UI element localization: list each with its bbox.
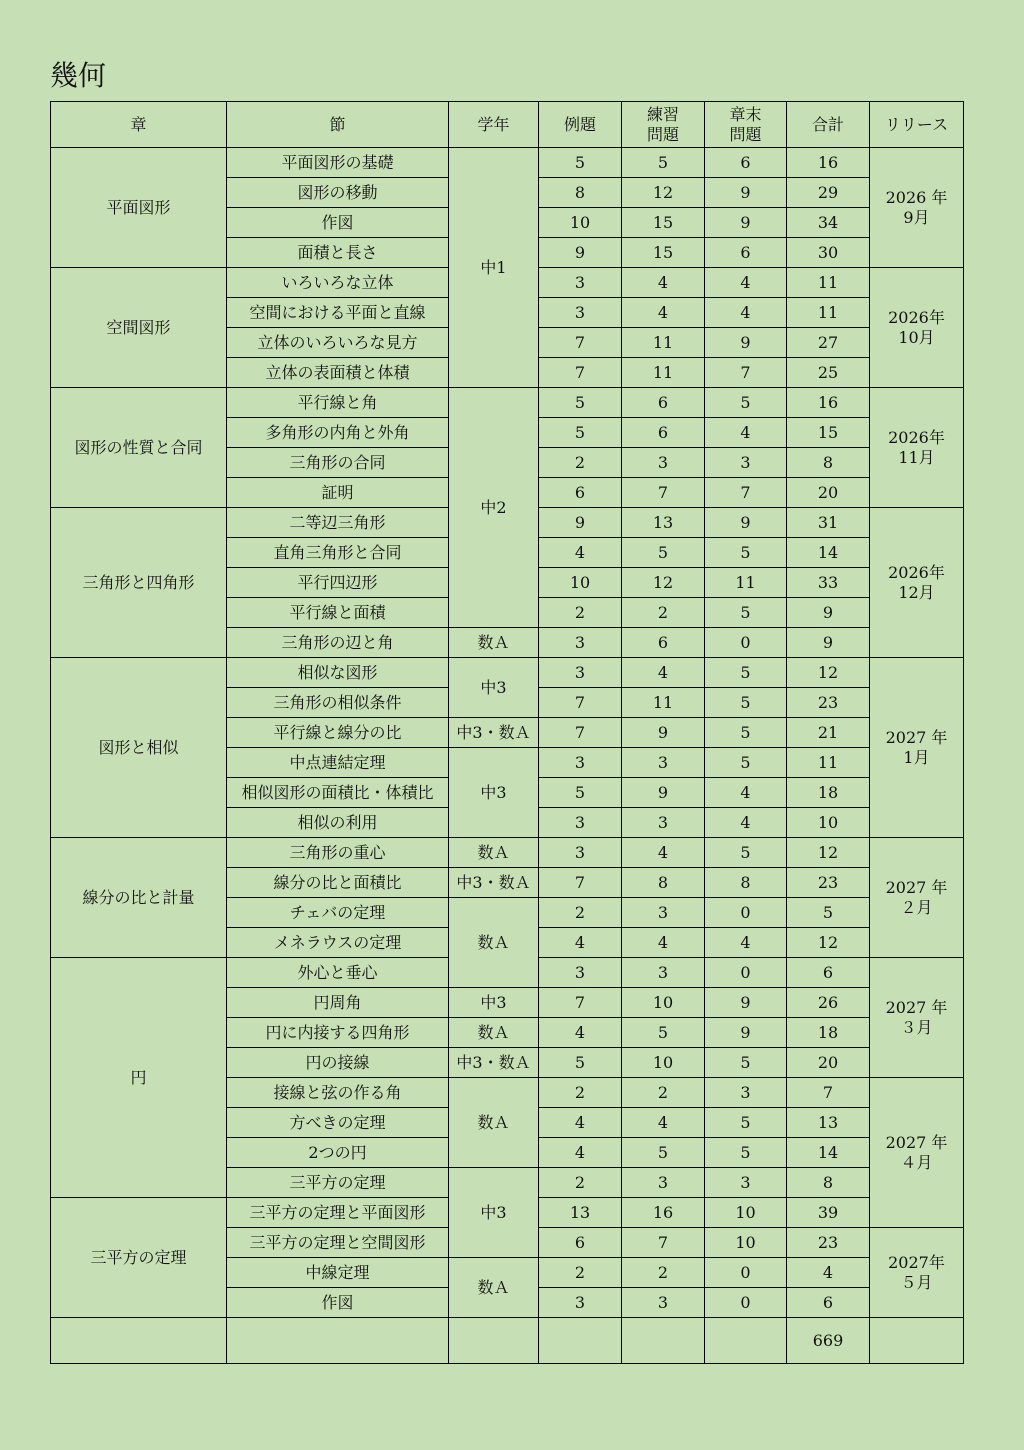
header-release: リリース — [870, 102, 964, 148]
practice-cell: 10 — [622, 1048, 705, 1078]
total-cell: 11 — [787, 298, 870, 328]
section-cell: 三平方の定理と平面図形 — [227, 1198, 449, 1228]
total-cell: 12 — [787, 928, 870, 958]
examples-cell: 2 — [539, 598, 622, 628]
section-cell: 二等辺三角形 — [227, 508, 449, 538]
end-problems-cell: 5 — [705, 1138, 787, 1168]
grade-cell: 中2 — [449, 388, 539, 628]
examples-cell: 6 — [539, 478, 622, 508]
section-cell: 作図 — [227, 1288, 449, 1318]
table-row — [51, 838, 964, 868]
grade-cell: 数Ａ — [449, 1018, 539, 1048]
release-cell: 2026年 10月 — [870, 268, 964, 388]
practice-cell: 15 — [622, 208, 705, 238]
end-problems-cell: 0 — [705, 628, 787, 658]
end-problems-cell: 5 — [705, 388, 787, 418]
examples-cell: 10 — [539, 208, 622, 238]
examples-cell: 3 — [539, 808, 622, 838]
end-problems-cell: 4 — [705, 268, 787, 298]
section-cell: 立体のいろいろな見方 — [227, 328, 449, 358]
total-cell: 33 — [787, 568, 870, 598]
section-cell: 外心と垂心 — [227, 958, 449, 988]
practice-cell: 5 — [622, 1018, 705, 1048]
header-examples: 例題 — [539, 102, 622, 148]
end-problems-cell: 4 — [705, 298, 787, 328]
header-row — [51, 102, 964, 148]
chapter-cell: 線分の比と計量 — [51, 838, 227, 958]
total-cell: 8 — [787, 448, 870, 478]
practice-cell: 3 — [622, 958, 705, 988]
total-cell: 16 — [787, 148, 870, 178]
section-cell: 接線と弦の作る角 — [227, 1078, 449, 1108]
grade-cell: 中3・数Ａ — [449, 1048, 539, 1078]
practice-cell: 3 — [622, 1288, 705, 1318]
section-cell: 三角形の合同 — [227, 448, 449, 478]
practice-cell: 9 — [622, 718, 705, 748]
grade-cell: 数Ａ — [449, 838, 539, 868]
end-problems-cell: 0 — [705, 1288, 787, 1318]
end-problems-cell: 0 — [705, 898, 787, 928]
end-problems-cell: 9 — [705, 178, 787, 208]
total-row-blank — [51, 1318, 227, 1364]
total-row-blank — [622, 1318, 705, 1364]
examples-cell: 13 — [539, 1198, 622, 1228]
section-cell: 相似図形の面積比・体積比 — [227, 778, 449, 808]
practice-cell: 11 — [622, 358, 705, 388]
practice-cell: 13 — [622, 508, 705, 538]
total-cell: 12 — [787, 838, 870, 868]
examples-cell: 5 — [539, 388, 622, 418]
end-problems-cell: 5 — [705, 1108, 787, 1138]
practice-cell: 4 — [622, 658, 705, 688]
practice-cell: 2 — [622, 598, 705, 628]
total-cell: 11 — [787, 268, 870, 298]
total-cell: 14 — [787, 1138, 870, 1168]
practice-cell: 4 — [622, 928, 705, 958]
grade-cell: 中3 — [449, 658, 539, 718]
end-problems-cell: 5 — [705, 598, 787, 628]
section-cell: 多角形の内角と外角 — [227, 418, 449, 448]
practice-cell: 11 — [622, 328, 705, 358]
release-cell: 2026年 11月 — [870, 388, 964, 508]
end-problems-cell: 7 — [705, 358, 787, 388]
examples-cell: 7 — [539, 688, 622, 718]
chapter-cell: 円 — [51, 958, 227, 1198]
total-cell: 16 — [787, 388, 870, 418]
examples-cell: 3 — [539, 838, 622, 868]
end-problems-cell: 3 — [705, 448, 787, 478]
practice-cell: 12 — [622, 178, 705, 208]
total-cell: 23 — [787, 688, 870, 718]
total-cell: 14 — [787, 538, 870, 568]
total-cell: 29 — [787, 178, 870, 208]
section-cell: 三平方の定理 — [227, 1168, 449, 1198]
section-cell: 平行線と線分の比 — [227, 718, 449, 748]
total-cell: 39 — [787, 1198, 870, 1228]
examples-cell: 3 — [539, 1288, 622, 1318]
section-cell: 円に内接する四角形 — [227, 1018, 449, 1048]
total-row-blank — [449, 1318, 539, 1364]
total-cell: 7 — [787, 1078, 870, 1108]
section-cell: 中点連結定理 — [227, 748, 449, 778]
end-problems-cell: 10 — [705, 1228, 787, 1258]
end-problems-cell: 5 — [705, 538, 787, 568]
total-cell: 11 — [787, 748, 870, 778]
examples-cell: 4 — [539, 1138, 622, 1168]
examples-cell: 2 — [539, 898, 622, 928]
total-row-blank — [870, 1318, 964, 1364]
examples-cell: 9 — [539, 238, 622, 268]
grade-cell: 中3 — [449, 988, 539, 1018]
practice-cell: 7 — [622, 1228, 705, 1258]
section-cell: 空間における平面と直線 — [227, 298, 449, 328]
examples-cell: 4 — [539, 928, 622, 958]
end-problems-cell: 5 — [705, 838, 787, 868]
total-cell: 10 — [787, 808, 870, 838]
examples-cell: 5 — [539, 1048, 622, 1078]
practice-cell: 4 — [622, 838, 705, 868]
total-cell: 9 — [787, 598, 870, 628]
practice-cell: 5 — [622, 538, 705, 568]
section-cell: 三角形の重心 — [227, 838, 449, 868]
section-cell: 作図 — [227, 208, 449, 238]
end-problems-cell: 5 — [705, 658, 787, 688]
end-problems-cell: 5 — [705, 688, 787, 718]
section-cell: 面積と長さ — [227, 238, 449, 268]
total-cell: 18 — [787, 778, 870, 808]
practice-cell: 6 — [622, 628, 705, 658]
practice-cell: 3 — [622, 898, 705, 928]
section-cell: 方べきの定理 — [227, 1108, 449, 1138]
end-problems-cell: 8 — [705, 868, 787, 898]
practice-cell: 3 — [622, 748, 705, 778]
table-row — [51, 388, 964, 418]
total-cell: 20 — [787, 1048, 870, 1078]
total-cell: 34 — [787, 208, 870, 238]
practice-cell: 4 — [622, 268, 705, 298]
grade-cell: 中3 — [449, 1168, 539, 1258]
end-problems-cell: 0 — [705, 958, 787, 988]
release-cell: 2026 年 9月 — [870, 148, 964, 268]
section-cell: 立体の表面積と体積 — [227, 358, 449, 388]
total-cell: 27 — [787, 328, 870, 358]
total-cell: 6 — [787, 1288, 870, 1318]
practice-cell: 15 — [622, 238, 705, 268]
examples-cell: 3 — [539, 658, 622, 688]
end-problems-cell: 4 — [705, 808, 787, 838]
practice-cell: 16 — [622, 1198, 705, 1228]
section-cell: 三平方の定理と空間図形 — [227, 1228, 449, 1258]
end-problems-cell: 3 — [705, 1078, 787, 1108]
total-cell: 20 — [787, 478, 870, 508]
practice-cell: 5 — [622, 1138, 705, 1168]
grade-cell: 数Ａ — [449, 1258, 539, 1318]
chapter-cell: 三平方の定理 — [51, 1198, 227, 1318]
practice-cell: 9 — [622, 778, 705, 808]
examples-cell: 4 — [539, 538, 622, 568]
header-total: 合計 — [787, 102, 870, 148]
practice-cell: 2 — [622, 1258, 705, 1288]
release-cell: 2027 年 1月 — [870, 658, 964, 838]
total-cell: 21 — [787, 718, 870, 748]
header-section: 節 — [227, 102, 449, 148]
release-cell: 2026年 12月 — [870, 508, 964, 658]
total-cell: 8 — [787, 1168, 870, 1198]
total-row-blank — [227, 1318, 449, 1364]
chapter-cell: 図形と相似 — [51, 658, 227, 838]
total-cell: 31 — [787, 508, 870, 538]
grade-cell: 数Ａ — [449, 898, 539, 988]
end-problems-cell: 3 — [705, 1168, 787, 1198]
practice-cell: 3 — [622, 448, 705, 478]
header-chapter: 章 — [51, 102, 227, 148]
total-cell: 5 — [787, 898, 870, 928]
grade-cell: 中1 — [449, 148, 539, 388]
practice-cell: 3 — [622, 1168, 705, 1198]
examples-cell: 5 — [539, 418, 622, 448]
examples-cell: 9 — [539, 508, 622, 538]
total-cell: 18 — [787, 1018, 870, 1048]
practice-cell: 5 — [622, 148, 705, 178]
header-practice: 練習 問題 — [622, 102, 705, 148]
total-cell: 15 — [787, 418, 870, 448]
section-cell: 相似の利用 — [227, 808, 449, 838]
practice-cell: 4 — [622, 298, 705, 328]
section-cell: 2つの円 — [227, 1138, 449, 1168]
end-problems-cell: 9 — [705, 988, 787, 1018]
practice-cell: 6 — [622, 388, 705, 418]
section-cell: いろいろな立体 — [227, 268, 449, 298]
practice-cell: 2 — [622, 1078, 705, 1108]
examples-cell: 2 — [539, 1078, 622, 1108]
examples-cell: 2 — [539, 1168, 622, 1198]
examples-cell: 7 — [539, 328, 622, 358]
table-row — [51, 148, 964, 178]
examples-cell: 2 — [539, 1258, 622, 1288]
section-cell: 平行線と角 — [227, 388, 449, 418]
end-problems-cell: 5 — [705, 718, 787, 748]
chapter-cell: 三角形と四角形 — [51, 508, 227, 658]
grade-cell: 数Ａ — [449, 1078, 539, 1168]
end-problems-cell: 7 — [705, 478, 787, 508]
grade-cell: 中3 — [449, 748, 539, 838]
examples-cell: 3 — [539, 268, 622, 298]
section-cell: 線分の比と面積比 — [227, 868, 449, 898]
chapter-cell: 平面図形 — [51, 148, 227, 268]
grand-total: 669 — [787, 1318, 870, 1364]
examples-cell: 4 — [539, 1018, 622, 1048]
examples-cell: 7 — [539, 988, 622, 1018]
end-problems-cell: 9 — [705, 1018, 787, 1048]
examples-cell: 7 — [539, 718, 622, 748]
section-cell: 直角三角形と合同 — [227, 538, 449, 568]
practice-cell: 7 — [622, 478, 705, 508]
geometry-table — [50, 101, 964, 1364]
examples-cell: 4 — [539, 1108, 622, 1138]
examples-cell: 3 — [539, 958, 622, 988]
section-cell: 証明 — [227, 478, 449, 508]
examples-cell: 5 — [539, 778, 622, 808]
examples-cell: 7 — [539, 358, 622, 388]
practice-cell: 12 — [622, 568, 705, 598]
end-problems-cell: 5 — [705, 1048, 787, 1078]
section-cell: 円周角 — [227, 988, 449, 1018]
examples-cell: 7 — [539, 868, 622, 898]
end-problems-cell: 9 — [705, 208, 787, 238]
end-problems-cell: 4 — [705, 778, 787, 808]
end-problems-cell: 10 — [705, 1198, 787, 1228]
section-cell: 三角形の辺と角 — [227, 628, 449, 658]
examples-cell: 3 — [539, 748, 622, 778]
chapter-cell: 空間図形 — [51, 268, 227, 388]
examples-cell: 2 — [539, 448, 622, 478]
total-row — [51, 1318, 964, 1364]
total-cell: 4 — [787, 1258, 870, 1288]
end-problems-cell: 9 — [705, 508, 787, 538]
release-cell: 2027 年 ４月 — [870, 1078, 964, 1228]
total-cell: 25 — [787, 358, 870, 388]
practice-cell: 4 — [622, 1108, 705, 1138]
section-cell: チェバの定理 — [227, 898, 449, 928]
section-cell: 相似な図形 — [227, 658, 449, 688]
section-cell: 平行線と面積 — [227, 598, 449, 628]
release-cell: 2027 年 ３月 — [870, 958, 964, 1078]
total-cell: 6 — [787, 958, 870, 988]
total-cell: 12 — [787, 658, 870, 688]
end-problems-cell: 6 — [705, 148, 787, 178]
total-cell: 13 — [787, 1108, 870, 1138]
practice-cell: 10 — [622, 988, 705, 1018]
total-row-blank — [705, 1318, 787, 1364]
total-cell: 23 — [787, 868, 870, 898]
release-cell: 2027 年 ２月 — [870, 838, 964, 958]
total-cell: 26 — [787, 988, 870, 1018]
header-end-problems: 章末 問題 — [705, 102, 787, 148]
section-cell: 図形の移動 — [227, 178, 449, 208]
examples-cell: 6 — [539, 1228, 622, 1258]
grade-cell: 中3・数Ａ — [449, 718, 539, 748]
section-cell: メネラウスの定理 — [227, 928, 449, 958]
end-problems-cell: 11 — [705, 568, 787, 598]
page-title: 幾何 — [50, 59, 107, 92]
grade-cell: 中3・数Ａ — [449, 868, 539, 898]
end-problems-cell: 0 — [705, 1258, 787, 1288]
examples-cell: 3 — [539, 628, 622, 658]
release-cell: 2027年 ５月 — [870, 1228, 964, 1318]
end-problems-cell: 9 — [705, 328, 787, 358]
section-cell: 中線定理 — [227, 1258, 449, 1288]
examples-cell: 10 — [539, 568, 622, 598]
examples-cell: 3 — [539, 298, 622, 328]
end-problems-cell: 5 — [705, 748, 787, 778]
total-row-blank — [539, 1318, 622, 1364]
end-problems-cell: 6 — [705, 238, 787, 268]
total-cell: 23 — [787, 1228, 870, 1258]
section-cell: 円の接線 — [227, 1048, 449, 1078]
total-cell: 9 — [787, 628, 870, 658]
table-row — [51, 658, 964, 688]
section-cell: 平行四辺形 — [227, 568, 449, 598]
section-cell: 三角形の相似条件 — [227, 688, 449, 718]
end-problems-cell: 4 — [705, 928, 787, 958]
header-grade: 学年 — [449, 102, 539, 148]
chapter-cell: 図形の性質と合同 — [51, 388, 227, 508]
end-problems-cell: 4 — [705, 418, 787, 448]
practice-cell: 8 — [622, 868, 705, 898]
section-cell: 平面図形の基礎 — [227, 148, 449, 178]
total-cell: 30 — [787, 238, 870, 268]
grade-cell: 数Ａ — [449, 628, 539, 658]
practice-cell: 6 — [622, 418, 705, 448]
examples-cell: 8 — [539, 178, 622, 208]
practice-cell: 3 — [622, 808, 705, 838]
examples-cell: 5 — [539, 148, 622, 178]
practice-cell: 11 — [622, 688, 705, 718]
